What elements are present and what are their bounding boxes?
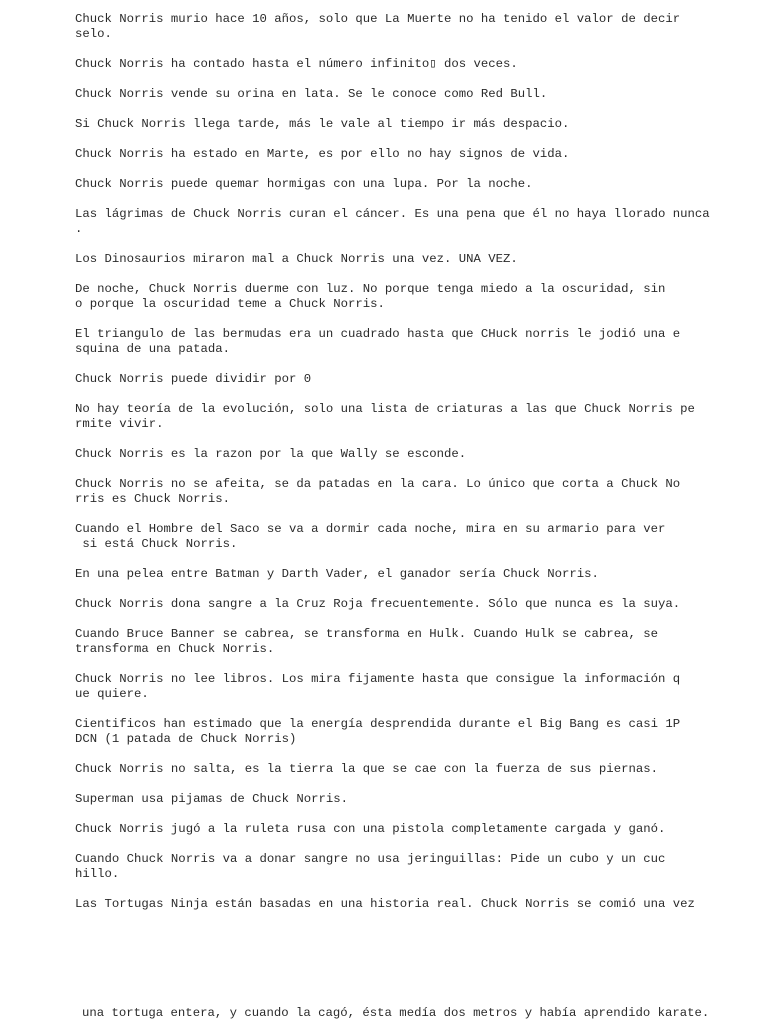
paragraph-continuation: una tortuga entera, y cuando la cagó, ésta medía dos metros y había aprendido karate. <box>82 1006 710 1020</box>
paragraph: Chuck Norris puede quemar hormigas con una lupa. Por la noche. <box>75 177 533 191</box>
paragraph: No hay teoría de la evolución, solo una lista de criaturas a las que Chuck Norris pe rmite vivir. <box>75 402 695 431</box>
paragraph: Cientificos han estimado que la energía desprendida durante el Big Bang es casi 1P DCN (1 patada de Chuck Norris) <box>75 717 681 746</box>
paragraph: Chuck Norris ha estado en Marte, es por ello no hay signos de vida. <box>75 147 570 161</box>
paragraph: Los Dinosaurios miraron mal a Chuck Norris una vez. UNA VEZ. <box>75 252 518 266</box>
paragraph: Chuck Norris es la razon por la que Wally se esconde. <box>75 447 467 461</box>
paragraph: De noche, Chuck Norris duerme con luz. No porque tenga miedo a la oscuridad, sin o porque la oscuridad teme a Chuck Norris. <box>75 282 666 311</box>
paragraph: Chuck Norris no lee libros. Los mira fijamente hasta que consigue la información q ue quiere. <box>75 672 681 701</box>
paragraph: Chuck Norris ha contado hasta el número infinito▯ dos veces. <box>75 57 518 71</box>
paragraph: Chuck Norris no salta, es la tierra la que se cae con la fuerza de sus piernas. <box>75 762 658 776</box>
paragraph: Chuck Norris dona sangre a la Cruz Roja frecuentemente. Sólo que nunca es la suya. <box>75 597 681 611</box>
paragraph: Cuando el Hombre del Saco se va a dormir cada noche, mira en su armario para ver si está Chuck Norris. <box>75 522 666 551</box>
paragraph: Cuando Chuck Norris va a donar sangre no usa jeringuillas: Pide un cubo y un cuc hillo. <box>75 852 666 881</box>
paragraph: Chuck Norris puede dividir por 0 <box>75 372 312 386</box>
document-body <box>75 12 735 927</box>
paragraph: Chuck Norris vende su orina en lata. Se le conoce como Red Bull. <box>75 87 548 101</box>
paragraph: Las Tortugas Ninja están basadas en una historia real. Chuck Norris se comió una vez <box>75 897 695 911</box>
paragraph: El triangulo de las bermudas era un cuadrado hasta que CHuck norris le jodió una e squina de una patada. <box>75 327 681 356</box>
paragraph: Superman usa pijamas de Chuck Norris. <box>75 792 349 806</box>
paragraph: Chuck Norris jugó a la ruleta rusa con una pistola completamente cargada y ganó. <box>75 822 666 836</box>
paragraph: Las lágrimas de Chuck Norris curan el cáncer. Es una pena que él no haya llorado nunca . <box>75 207 710 236</box>
paragraph: Chuck Norris no se afeita, se da patadas en la cara. Lo único que corta a Chuck No rris es Chuck Norris. <box>75 477 681 506</box>
paragraph: Si Chuck Norris llega tarde, más le vale al tiempo ir más despacio. <box>75 117 570 131</box>
paragraph: Cuando Bruce Banner se cabrea, se transforma en Hulk. Cuando Hulk se cabrea, se transforma en Chuck Norris. <box>75 627 658 656</box>
paragraph: En una pelea entre Batman y Darth Vader, el ganador sería Chuck Norris. <box>75 567 599 581</box>
paragraph: Chuck Norris murio hace 10 años, solo que La Muerte no ha tenido el valor de decir selo. <box>75 12 681 41</box>
